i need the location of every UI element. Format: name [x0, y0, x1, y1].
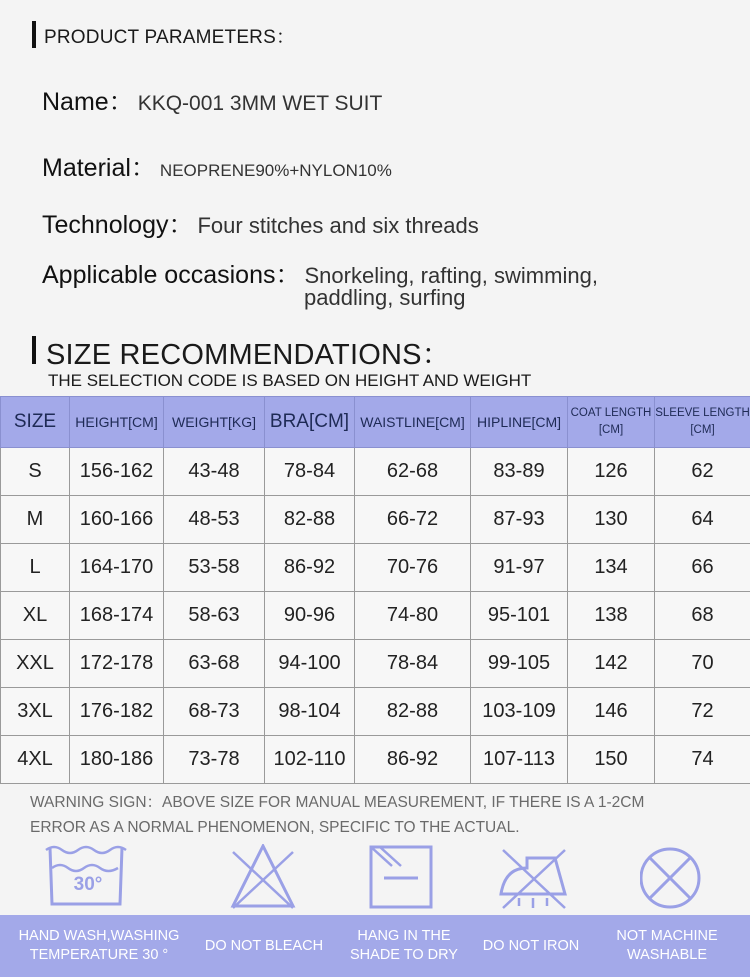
table-row	[1, 592, 750, 640]
table-cell: 64	[655, 496, 750, 544]
size-cell: 3XL	[1, 688, 70, 736]
table-cell: 53-58	[164, 544, 265, 592]
care-caption-no-bleach	[198, 915, 330, 977]
size-cell: L	[1, 544, 70, 592]
table-row	[1, 496, 750, 544]
col-header: HEIGHT[CM]	[70, 397, 164, 448]
col-header: WAISTLINE[CM]	[355, 397, 471, 448]
care-caption-hand-wash	[0, 915, 198, 977]
table-cell: 68	[655, 592, 750, 640]
size-cell: 4XL	[1, 736, 70, 784]
table-cell: 70	[655, 640, 750, 688]
table-row	[1, 544, 750, 592]
size-cell: S	[1, 448, 70, 496]
table-cell: 172-178	[70, 640, 164, 688]
table-cell: 58-63	[164, 592, 265, 640]
table-cell: 90-96	[265, 592, 355, 640]
param-value: Four stitches and six threads	[197, 213, 479, 238]
param-value: KKQ-001 3MM WET SUIT	[137, 92, 383, 115]
caption-line: NOT MACHINE	[616, 928, 718, 944]
table-cell: 66-72	[355, 496, 471, 544]
param-occasions-line2: paddling, surfing	[304, 285, 466, 310]
table-row	[1, 640, 750, 688]
table-cell: 86-92	[265, 544, 355, 592]
hand-wash-30-icon	[32, 844, 162, 914]
param-label: Applicable occasions：	[42, 261, 301, 289]
no-machine-wash-icon	[640, 844, 750, 914]
wash-temp: 30°	[73, 874, 103, 895]
table-cell: 168-174	[70, 592, 164, 640]
col-header: BRA[CM]	[265, 397, 355, 448]
table-cell: 103-109	[471, 688, 568, 736]
table-header-row	[1, 397, 750, 448]
warning-line: WARNING SIGN：ABOVE SIZE FOR MANUAL MEASUREMENT, IF THERE IS A 1-2CM	[30, 794, 645, 811]
table-cell: 164-170	[70, 544, 164, 592]
table-cell: 156-162	[70, 448, 164, 496]
table-cell: 62-68	[355, 448, 471, 496]
caption-line: DO NOT IRON	[482, 937, 580, 954]
table-cell: 73-78	[164, 736, 265, 784]
table-cell: 82-88	[265, 496, 355, 544]
col-header: HIPLINE[CM]	[471, 397, 568, 448]
table-cell: 130	[568, 496, 655, 544]
table-cell: 74-80	[355, 592, 471, 640]
size-heading-bar	[32, 336, 36, 364]
table-cell: 72	[655, 688, 750, 736]
no-bleach-icon	[229, 844, 359, 914]
param-label: Name：	[42, 88, 134, 116]
size-table	[0, 396, 750, 784]
table-cell: 94-100	[265, 640, 355, 688]
caption-line: WASHABLE	[626, 947, 708, 963]
size-recommendations-subtitle: THE SELECTION CODE IS BASED ON HEIGHT AND WEIGHT	[48, 371, 532, 390]
care-caption-shade-dry	[330, 915, 478, 977]
param-label: Material：	[42, 154, 156, 182]
table-cell: 102-110	[265, 736, 355, 784]
table-cell: 126	[568, 448, 655, 496]
table-cell: 43-48	[164, 448, 265, 496]
table-row	[1, 448, 750, 496]
shade-dry-icon	[368, 844, 498, 914]
care-caption-no-iron	[478, 915, 584, 977]
param-label: Technology：	[42, 211, 194, 239]
table-cell: 138	[568, 592, 655, 640]
table-cell: 142	[568, 640, 655, 688]
table-cell: 78-84	[355, 640, 471, 688]
table-cell: 176-182	[70, 688, 164, 736]
product-parameters-heading: PRODUCT PARAMETERS：	[44, 27, 296, 48]
size-cell: XL	[1, 592, 70, 640]
caption-line: SHADE TO DRY	[350, 947, 458, 963]
table-cell: 48-53	[164, 496, 265, 544]
table-cell: 68-73	[164, 688, 265, 736]
table-cell: 150	[568, 736, 655, 784]
caption-line: HANG IN THE	[357, 928, 451, 944]
size-cell: M	[1, 496, 70, 544]
size-recommendations-title: SIZE RECOMMENDATIONS：	[46, 339, 451, 371]
warning-line: ERROR AS A NORMAL PHENOMENON, SPECIFIC TO THE ACTUAL.	[30, 819, 520, 836]
table-cell: 98-104	[265, 688, 355, 736]
table-cell: 83-89	[471, 448, 568, 496]
param-material	[42, 148, 392, 184]
table-cell: 66	[655, 544, 750, 592]
table-cell: 74	[655, 736, 750, 784]
table-cell: 160-166	[70, 496, 164, 544]
col-header: SLEEVE LENGTH [CM]	[655, 397, 750, 448]
table-cell: 99-105	[471, 640, 568, 688]
care-caption-no-machine-wash	[584, 915, 750, 977]
table-cell: 82-88	[355, 688, 471, 736]
caption-line: HAND WASH,WASHING	[18, 928, 180, 944]
table-cell: 87-93	[471, 496, 568, 544]
table-cell: 95-101	[471, 592, 568, 640]
table-cell: 146	[568, 688, 655, 736]
param-technology	[42, 205, 479, 241]
table-cell: 134	[568, 544, 655, 592]
heading-bar	[32, 21, 36, 48]
table-cell: 180-186	[70, 736, 164, 784]
table-cell: 63-68	[164, 640, 265, 688]
table-cell: 70-76	[355, 544, 471, 592]
table-cell: 62	[655, 448, 750, 496]
table-cell: 107-113	[471, 736, 568, 784]
col-header: SIZE	[1, 397, 70, 448]
table-row	[1, 736, 750, 784]
warning-text	[30, 790, 730, 840]
table-cell: 78-84	[265, 448, 355, 496]
param-name	[42, 82, 382, 118]
table-cell: 91-97	[471, 544, 568, 592]
caption-line: TEMPERATURE 30 °	[29, 947, 169, 963]
col-header: WEIGHT[KG]	[164, 397, 265, 448]
caption-line: DO NOT BLEACH	[204, 937, 324, 954]
param-value: NEOPRENE90%+NYLON10%	[159, 161, 392, 180]
param-value: Snorkeling, rafting, swimming,	[304, 263, 598, 288]
col-header: COAT LENGTH [CM]	[568, 397, 655, 448]
table-row	[1, 688, 750, 736]
no-iron-icon	[497, 844, 627, 914]
table-cell: 86-92	[355, 736, 471, 784]
size-cell: XXL	[1, 640, 70, 688]
